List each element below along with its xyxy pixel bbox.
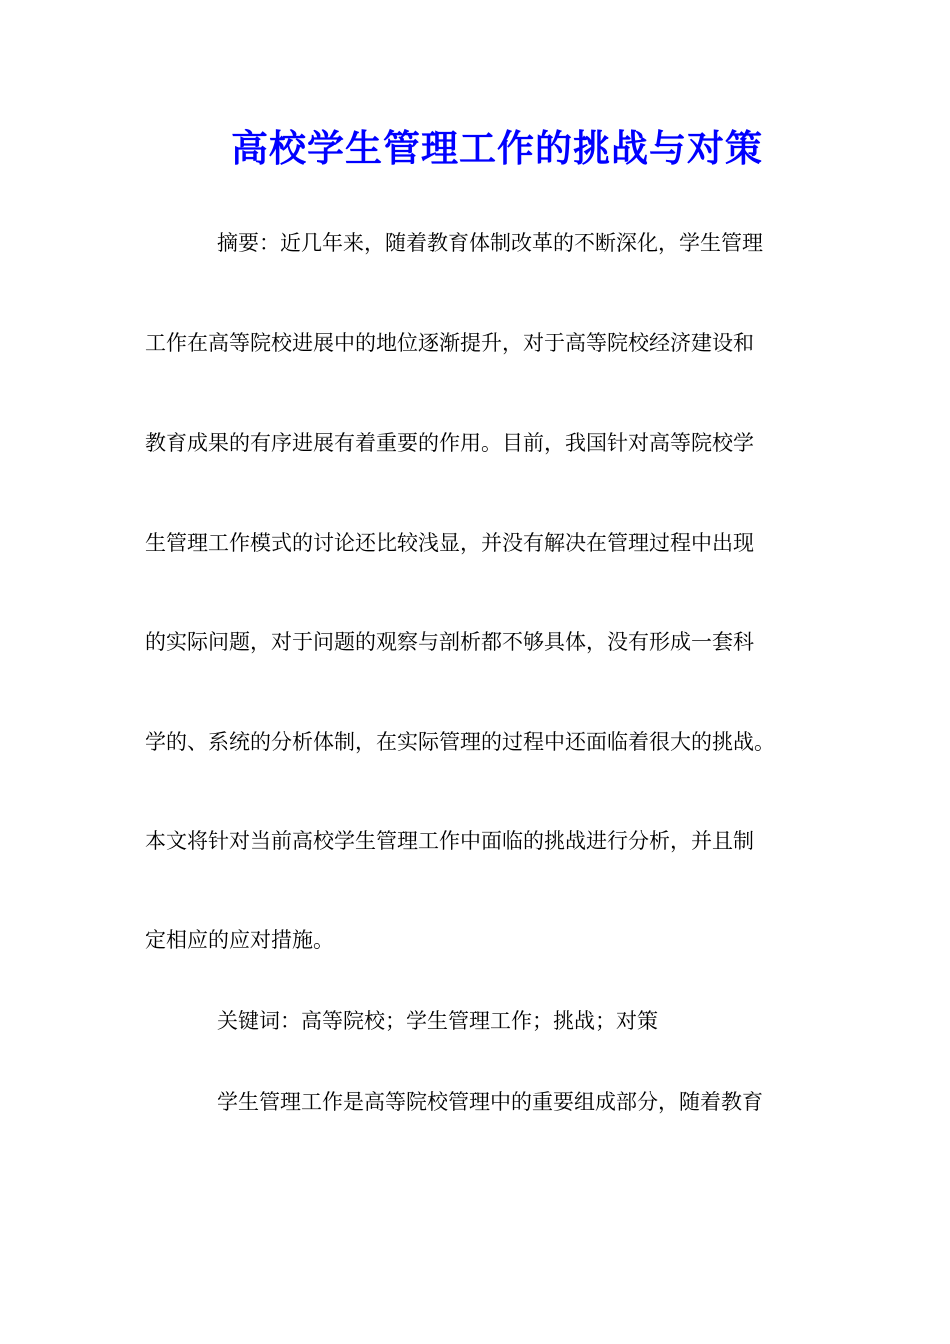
abstract-line-3: 教育成果的有序进展有着重要的作用。目前，我国针对高等院校学	[145, 431, 754, 455]
abstract-line-4: 生管理工作模式的讨论还比较浅显，并没有解决在管理过程中出现	[145, 531, 754, 555]
abstract-line-1: 摘要：近几年来，随着教育体制改革的不断深化，学生管理	[217, 231, 763, 255]
abstract-line-5: 的实际问题，对于问题的观察与剖析都不够具体，没有形成一套科	[145, 630, 754, 654]
abstract-line-7: 本文将针对当前高校学生管理工作中面临的挑战进行分析，并且制	[145, 829, 754, 853]
document-title: 高校学生管理工作的挑战与对策	[231, 126, 763, 170]
abstract-line-8: 定相应的应对措施。	[145, 928, 334, 952]
body-line-1: 学生管理工作是高等院校管理中的重要组成部分，随着教育	[217, 1090, 763, 1114]
abstract-line-2: 工作在高等院校进展中的地位逐渐提升，对于高等院校经济建设和	[145, 331, 754, 355]
keywords-line: 关键词：高等院校；学生管理工作；挑战；对策	[217, 1009, 658, 1033]
abstract-line-6: 学的、系统的分析体制，在实际管理的过程中还面临着很大的挑战。	[145, 730, 775, 754]
